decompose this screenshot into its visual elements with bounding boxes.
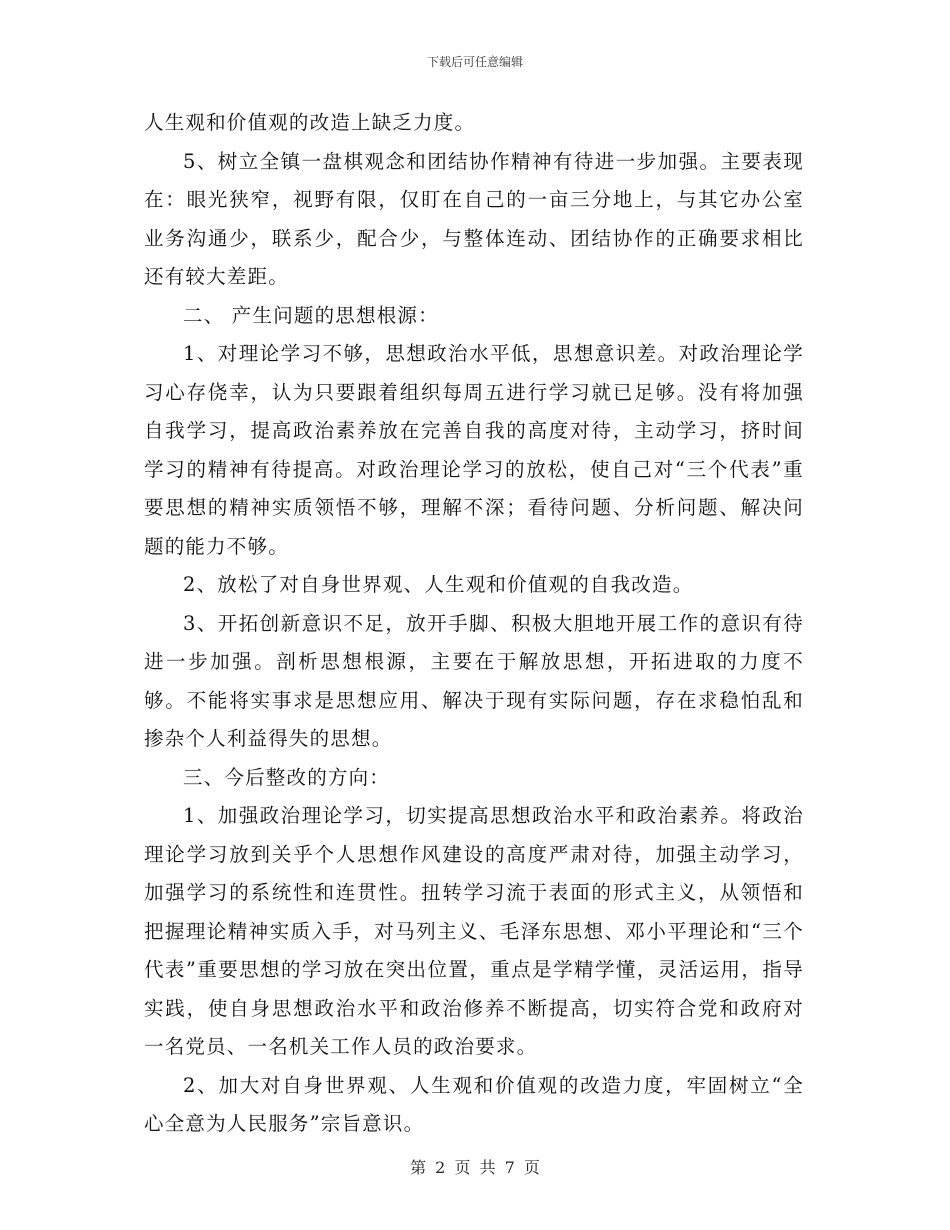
paragraph: 人生观和价值观的改造上缺乏力度。 [144,111,476,134]
document-body [144,104,804,1144]
paragraph: 1、加强政治理论学习，切实提高思想政治水平和政治素养。将政治理论学习放到关乎个人思想作风建设的高度严肃对待，加强主动学习，加强学习的系统性和连贯性。扭转学习流于表面的形式主义，从领悟和把握理论精神实质入手，对马列主义、毛泽东思想、邓小平理论和“三个代表”重要思想的学习放在突出位置，重点是学精学懂，灵活运用，指导实践，使自身思想政治水平和政治修养不断提高，切实符合党和政府对一名党员、一名机关工作人员的政治要求。 [144,804,804,1058]
paragraph: 1、对理论学习不够，思想政治水平低，思想意识差。对政治理论学习心存侥幸，认为只要跟着组织每周五进行学习就已足够。没有将加强自我学习，提高政治素养放在完善自我的高度对待，主动学习，挤时间学习的精神有待提高。对政治理论学习的放松，使自己对“三个代表”重要思想的精神实质领悟不够，理解不深；看待问题、分析问题、解决问题的能力不够。 [144,342,804,558]
section-heading: 二、 产生问题的思想根源： [183,303,439,327]
page-header: 下载后可任意编辑 [426,55,523,69]
paragraph: 2、放松了对自身世界观、人生观和价值观的自我改造。 [183,573,694,596]
paragraph: 2、加大对自身世界观、人生观和价值观的改造力度，牢固树立“全心全意为人民服务”宗旨意识。 [144,1073,804,1135]
section-heading: 三、今后整改的方向： [183,765,391,789]
paragraph: 3、开拓创新意识不足，放开手脚、积极大胆地开展工作的意识有待进一步加强。剖析思想根源，主要在于解放思想，开拓进取的力度不够。不能将实事求是思想应用、解决于现有实际问题，存在求稳怕乱和掺杂个人利益得失的思想。 [144,611,804,750]
page-footer: 第 2 页 共 7 页 [410,1158,540,1177]
paragraph: 5、树立全镇一盘棋观念和团结协作精神有待进一步加强。主要表现在：眼光狭窄，视野有限，仅盯在自己的一亩三分地上，与其它办公室业务沟通少，联系少，配合少，与整体连动、团结协作的正确要求相比还有较大差距。 [144,149,804,288]
